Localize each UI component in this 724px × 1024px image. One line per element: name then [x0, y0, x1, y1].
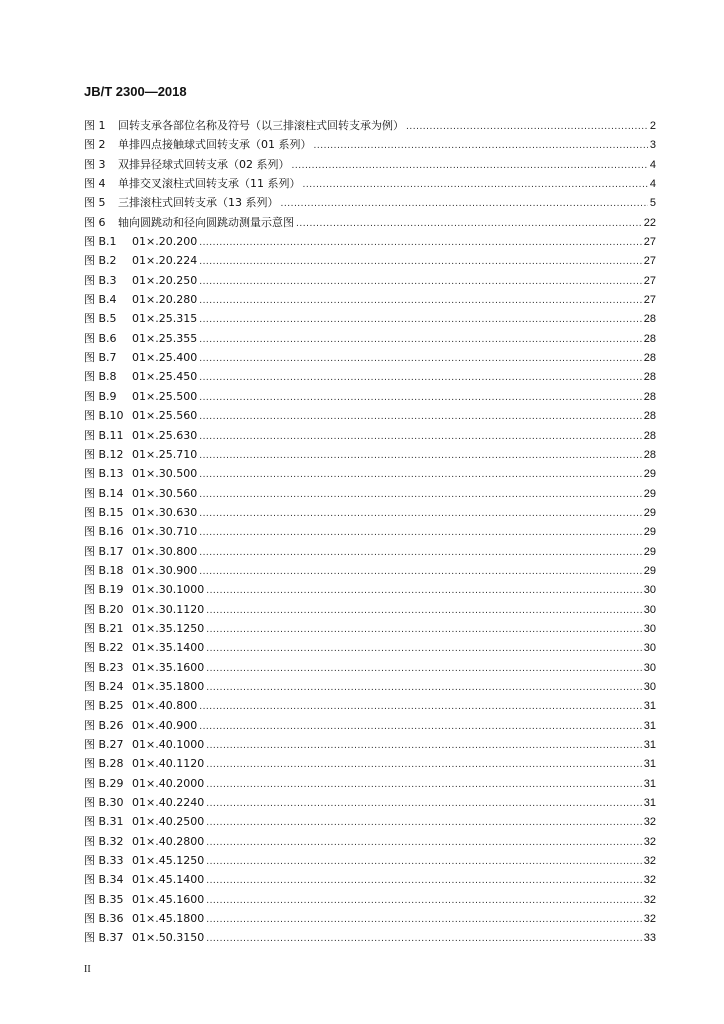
toc-entry[interactable] — [84, 272, 656, 291]
page-ref: 32 — [643, 893, 656, 906]
toc-entry[interactable] — [84, 639, 656, 658]
toc-entry[interactable] — [84, 581, 656, 600]
page-ref: 32 — [643, 874, 656, 887]
toc-entry[interactable] — [84, 678, 656, 697]
figure-number: 图 B.31 — [84, 815, 124, 829]
figure-title: 01×.25.315 — [132, 312, 198, 326]
figure-title: 01×.30.1000 — [132, 583, 205, 597]
dot-leader — [314, 141, 648, 151]
page-ref: 27 — [643, 255, 656, 268]
toc-entry[interactable] — [84, 252, 656, 271]
dot-leader — [199, 451, 642, 461]
dot-leader — [206, 896, 642, 906]
toc-entry[interactable] — [84, 504, 656, 523]
figure-title: 三排滚柱式回转支承（13 系列） — [118, 196, 279, 210]
figure-number: 图 B.30 — [84, 796, 124, 810]
dot-leader — [199, 335, 642, 345]
page-ref: 3 — [649, 139, 656, 152]
dot-leader — [199, 373, 642, 383]
dot-leader — [292, 161, 648, 171]
toc-entry[interactable] — [84, 156, 656, 175]
page-ref: 29 — [643, 545, 656, 558]
toc-entry[interactable] — [84, 601, 656, 620]
figure-title: 01×.45.1600 — [132, 892, 205, 906]
page-ref: 28 — [643, 352, 656, 365]
figure-number: 图 1 — [84, 119, 106, 132]
dot-leader — [199, 509, 642, 519]
figure-number: 图 B.36 — [84, 912, 124, 926]
figure-number: 图 B.3 — [84, 273, 117, 287]
figure-title: 01×.40.2500 — [132, 815, 205, 829]
toc-entry[interactable] — [84, 233, 656, 252]
figure-number: 图 B.35 — [84, 892, 124, 906]
page-ref: 28 — [643, 332, 656, 345]
figure-title: 单排交叉滚柱式回转支承（11 系列） — [118, 177, 301, 191]
toc-entry[interactable] — [84, 813, 656, 832]
figure-title: 轴向圆跳动和径向圆跳动测量示意图 — [118, 215, 294, 229]
figure-title: 01×.30.560 — [132, 486, 198, 500]
toc-entry[interactable] — [84, 214, 656, 233]
page-ref: 31 — [643, 700, 656, 713]
toc-entry[interactable] — [84, 929, 656, 948]
dot-leader — [303, 180, 648, 190]
figure-title: 01×.25.560 — [132, 409, 198, 423]
figure-number: 图 B.17 — [84, 544, 124, 558]
figure-title: 01×.40.900 — [132, 718, 198, 732]
figure-number: 图 6 — [84, 215, 106, 229]
figure-title: 01×.20.250 — [132, 273, 198, 287]
dot-leader — [281, 199, 648, 209]
figure-title: 01×.25.450 — [132, 370, 198, 384]
figure-title: 回转支承各部位名称及符号（以三排滚柱式回转支承为例） — [118, 119, 404, 132]
dot-leader — [206, 625, 642, 635]
figure-number: 图 B.1 — [84, 235, 117, 249]
page-ref: 31 — [643, 739, 656, 751]
figure-number: 图 B.24 — [84, 679, 124, 693]
figure-number: 图 B.22 — [84, 641, 124, 655]
dot-leader — [296, 219, 642, 229]
figure-title: 01×.30.630 — [132, 505, 198, 519]
figure-title: 01×.40.2000 — [132, 776, 205, 790]
dot-leader — [199, 490, 642, 500]
page-ref: 28 — [643, 371, 656, 384]
figure-title: 01×.40.800 — [132, 699, 198, 713]
dot-leader — [206, 876, 642, 886]
figure-title: 01×.25.400 — [132, 351, 198, 365]
toc-entry[interactable] — [84, 659, 656, 678]
figure-number: 图 B.15 — [84, 505, 124, 519]
figure-number: 图 2 — [84, 138, 106, 152]
toc-entry[interactable] — [84, 736, 656, 755]
page-ref: 29 — [643, 526, 656, 539]
dot-leader — [206, 818, 642, 828]
figure-number: 图 B.8 — [84, 370, 117, 384]
dot-leader — [199, 354, 642, 364]
page-ref: 29 — [643, 487, 656, 500]
figure-number: 图 B.26 — [84, 718, 124, 732]
toc-entry[interactable] — [84, 291, 656, 310]
figure-number: 图 B.18 — [84, 563, 124, 577]
dot-leader — [206, 760, 642, 770]
figure-title: 01×.35.1250 — [132, 621, 205, 635]
figure-number: 图 B.33 — [84, 854, 124, 868]
figure-title: 01×.45.1250 — [132, 854, 205, 868]
figure-number: 图 B.27 — [84, 738, 124, 751]
page-ref: 29 — [643, 506, 656, 519]
figure-number: 图 B.28 — [84, 757, 124, 771]
figure-number: 图 B.34 — [84, 873, 124, 887]
toc-entry[interactable] — [84, 697, 656, 716]
toc-entry[interactable] — [84, 117, 656, 136]
toc-entry[interactable] — [84, 523, 656, 542]
figure-number: 图 B.16 — [84, 525, 124, 539]
figure-list — [84, 117, 656, 949]
figure-title: 01×.40.2800 — [132, 834, 205, 848]
figure-number: 图 B.29 — [84, 776, 124, 790]
dot-leader — [199, 432, 642, 442]
dot-leader — [206, 664, 642, 674]
dot-leader — [199, 277, 642, 287]
figure-number: 图 B.25 — [84, 699, 124, 713]
toc-entry[interactable] — [84, 388, 656, 407]
figure-number: 图 B.6 — [84, 331, 117, 345]
toc-entry[interactable] — [84, 427, 656, 446]
figure-number: 图 B.13 — [84, 467, 124, 481]
figure-title: 01×.35.1600 — [132, 660, 205, 674]
page-ref: 4 — [649, 158, 656, 171]
toc-entry[interactable] — [84, 543, 656, 562]
dot-leader — [206, 915, 642, 925]
figure-title: 01×.30.500 — [132, 467, 198, 481]
page-ref: 32 — [643, 855, 656, 868]
page-ref: 28 — [643, 313, 656, 326]
figure-title: 01×.25.355 — [132, 331, 198, 345]
figure-title: 01×.35.1800 — [132, 679, 205, 693]
dot-leader — [199, 296, 642, 306]
figure-title: 01×.20.224 — [132, 254, 198, 268]
page-ref: 30 — [643, 603, 656, 616]
figure-number: 图 5 — [84, 196, 106, 210]
toc-entry[interactable] — [84, 794, 656, 813]
toc-entry[interactable] — [84, 330, 656, 349]
figure-title: 01×.45.1400 — [132, 873, 205, 887]
page-ref: 28 — [643, 448, 656, 461]
toc-entry[interactable] — [84, 407, 656, 426]
figure-title: 双排异径球式回转支承（02 系列） — [118, 157, 290, 171]
dot-leader — [206, 606, 642, 616]
toc-entry[interactable] — [84, 775, 656, 794]
page-ref: 28 — [643, 429, 656, 442]
page-ref: 31 — [643, 797, 656, 810]
toc-entry[interactable] — [84, 833, 656, 852]
figure-number: 图 B.10 — [84, 409, 124, 423]
dot-leader — [199, 257, 642, 267]
dot-leader — [206, 586, 642, 596]
page-ref: 31 — [643, 719, 656, 732]
figure-number: 图 4 — [84, 177, 106, 191]
figure-title: 01×.30.710 — [132, 525, 198, 539]
figure-number: 图 B.12 — [84, 447, 124, 461]
page-ref: 33 — [643, 932, 656, 945]
page-ref: 32 — [643, 835, 656, 848]
toc-entry[interactable] — [84, 910, 656, 929]
page-ref: 5 — [649, 197, 656, 210]
toc-entry[interactable] — [84, 349, 656, 368]
page-ref: 31 — [643, 758, 656, 771]
page-ref: 30 — [643, 680, 656, 693]
page-ref: 22 — [643, 216, 656, 229]
page-ref: 29 — [643, 564, 656, 577]
figure-title: 01×.40.2240 — [132, 796, 205, 810]
toc-entry[interactable] — [84, 717, 656, 736]
page-ref: 32 — [643, 913, 656, 926]
dot-leader — [199, 702, 642, 712]
figure-number: 图 B.7 — [84, 351, 117, 365]
figure-number: 图 B.11 — [84, 428, 124, 442]
page-ref: 27 — [643, 274, 656, 287]
figure-number: 图 B.9 — [84, 389, 117, 403]
figure-number: 图 B.20 — [84, 602, 124, 616]
toc-entry[interactable] — [84, 194, 656, 213]
dot-leader — [206, 857, 642, 867]
dot-leader — [199, 528, 642, 538]
dot-leader — [206, 799, 642, 809]
dot-leader — [199, 470, 642, 480]
figure-title: 01×.45.1800 — [132, 912, 205, 926]
page-ref: 27 — [643, 294, 656, 307]
dot-leader — [199, 412, 642, 422]
toc-entry[interactable] — [84, 175, 656, 194]
dot-leader — [206, 683, 642, 693]
toc-entry[interactable] — [84, 755, 656, 774]
figure-title: 01×.20.200 — [132, 235, 198, 249]
page-ref: 29 — [643, 468, 656, 481]
page-ref: 28 — [643, 390, 656, 403]
figure-title: 01×.40.1120 — [132, 757, 205, 771]
figure-title: 01×.25.710 — [132, 447, 198, 461]
figure-title: 01×.30.900 — [132, 563, 198, 577]
page-ref: 30 — [643, 622, 656, 635]
figure-number: 图 B.14 — [84, 486, 124, 500]
figure-title: 01×.35.1400 — [132, 641, 205, 655]
dot-leader — [206, 838, 642, 848]
figure-title: 01×.25.500 — [132, 389, 198, 403]
figure-title: 01×.30.800 — [132, 544, 198, 558]
page-ref: 32 — [643, 816, 656, 829]
toc-entry[interactable] — [84, 485, 656, 504]
figure-title: 单排四点接触球式回转支承（01 系列） — [118, 138, 312, 152]
dot-leader — [199, 238, 642, 248]
page-ref: 2 — [649, 120, 656, 132]
figure-number: 图 B.32 — [84, 834, 124, 848]
dot-leader — [206, 644, 642, 654]
dot-leader — [206, 780, 642, 790]
toc-entry[interactable] — [84, 136, 656, 155]
toc-entry[interactable] — [84, 891, 656, 910]
dot-leader — [199, 548, 642, 558]
toc-entry[interactable] — [84, 871, 656, 890]
figure-number: 图 3 — [84, 157, 106, 171]
dot-leader — [199, 393, 642, 403]
figure-title: 01×.30.1120 — [132, 602, 205, 616]
figure-number: 图 B.37 — [84, 931, 124, 945]
figure-number: 图 B.21 — [84, 621, 124, 635]
page-ref: 31 — [643, 777, 656, 790]
dot-leader — [199, 567, 642, 577]
toc-entry[interactable] — [84, 446, 656, 465]
toc-entry[interactable] — [84, 562, 656, 581]
dot-leader — [199, 315, 642, 325]
toc-entry[interactable] — [84, 852, 656, 871]
toc-entry[interactable] — [84, 368, 656, 387]
figure-number: 图 B.23 — [84, 660, 124, 674]
page-ref: 30 — [643, 584, 656, 597]
page-ref: 28 — [643, 410, 656, 423]
toc-entry[interactable] — [84, 310, 656, 329]
page-ref: 27 — [643, 236, 656, 249]
figure-number: 图 B.2 — [84, 254, 117, 268]
document-number: JB/T 2300—2018 — [84, 84, 187, 99]
page-number: II — [84, 964, 91, 975]
dot-leader — [199, 722, 642, 732]
figure-title: 01×.20.280 — [132, 293, 198, 307]
toc-entry[interactable] — [84, 465, 656, 484]
page-ref: 30 — [643, 661, 656, 674]
dot-leader — [206, 934, 642, 944]
dot-leader — [206, 741, 642, 751]
dot-leader — [406, 122, 648, 132]
figure-title: 01×.50.3150 — [132, 931, 205, 945]
figure-title: 01×.40.1000 — [132, 738, 205, 751]
figure-number: 图 B.4 — [84, 293, 117, 307]
page-ref: 30 — [643, 642, 656, 655]
figure-title: 01×.25.630 — [132, 428, 198, 442]
toc-entry[interactable] — [84, 620, 656, 639]
figure-number: 图 B.19 — [84, 583, 124, 597]
figure-number: 图 B.5 — [84, 312, 117, 326]
page-ref: 4 — [649, 178, 656, 191]
